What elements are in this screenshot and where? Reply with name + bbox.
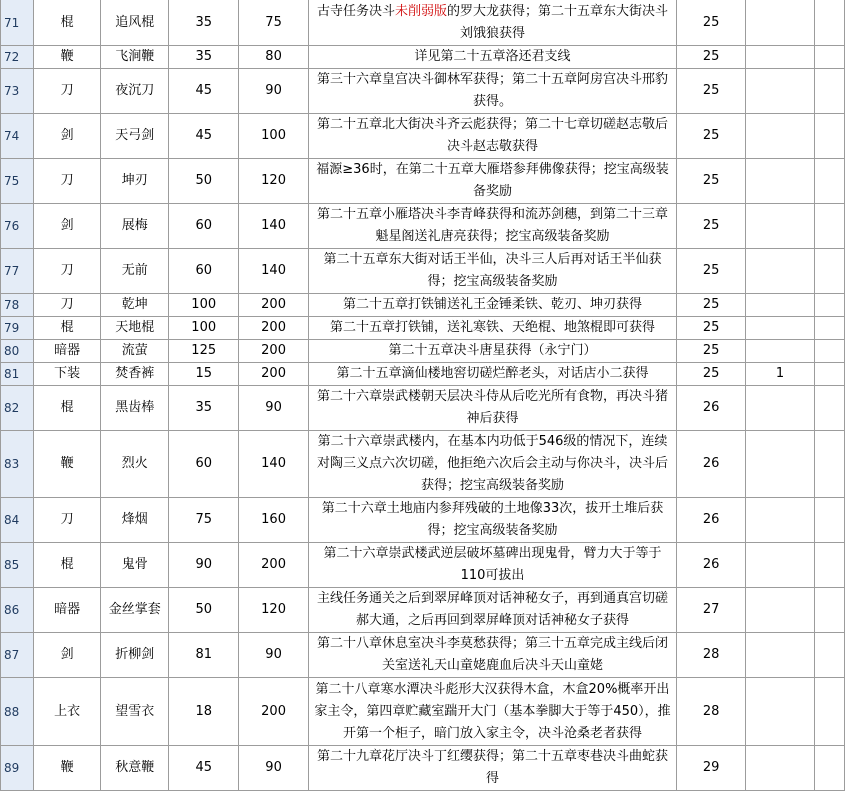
cell-empty[interactable] [814,386,844,431]
cell-level[interactable]: 25 [676,249,745,294]
description-text: 古寺任务决斗 [316,3,395,19]
table-row[interactable] [1,204,845,249]
table-row[interactable] [1,386,845,431]
cell-empty[interactable] [814,159,844,204]
row-header[interactable]: 71 [1,0,34,46]
cell-extra[interactable] [746,678,815,746]
table-row[interactable] [1,114,845,159]
cell-level[interactable]: 26 [676,543,745,588]
cell-empty[interactable] [814,340,844,363]
table-row[interactable] [1,431,845,498]
cell-extra[interactable] [746,159,815,204]
cell-level[interactable]: 25 [676,294,745,317]
cell-description[interactable] [309,431,677,498]
cell-extra[interactable] [746,294,815,317]
cell-description[interactable] [309,69,677,114]
cell-description[interactable] [309,678,677,746]
table-row[interactable] [1,588,845,633]
cell-value-a[interactable]: 18 [169,678,239,746]
description-text: 第二十八章寒水潭决斗彪形大汉获得木盒，木盒20%概率开出家主令，第四章贮藏室踹开大门（基本拳脚大于等于450），推开第一个柜子，暗门放入家主令，决斗沧桑老者获得 [314,681,671,741]
cell-type[interactable]: 刀 [34,294,101,317]
cell-extra[interactable] [746,249,815,294]
cell-value-b[interactable]: 100 [239,114,309,159]
description-text: 第三十六章皇宫决斗御林军获得；第二十五章阿房宫决斗邢豹获得。 [316,72,668,109]
row-header[interactable]: 85 [1,543,34,588]
cell-level[interactable]: 25 [676,46,745,69]
description-text: 详见第二十五章洛还君支线 [414,49,571,64]
cell-empty[interactable] [814,588,844,633]
cell-value-a[interactable]: 100 [169,317,239,340]
cell-type[interactable]: 鞭 [34,46,101,69]
description-text: 第二十五章小雁塔决斗李青峰获得和流苏剑穗，到第二十三章魁星阁送礼唐亮获得；挖宝高级装备奖励 [316,207,668,244]
cell-description[interactable] [309,159,677,204]
cell-value-b[interactable]: 160 [239,498,309,543]
description-text: 第二十五章决斗唐星获得（永宁门） [388,343,597,358]
cell-name[interactable]: 烽烟 [101,498,169,543]
cell-description[interactable] [309,386,677,431]
description-text: 第二十五章东大街对话王半仙，决斗三人后再对话王半仙获得；挖宝高级装备奖励 [323,252,662,289]
row-header[interactable]: 72 [1,46,34,69]
cell-type[interactable]: 暗器 [34,340,101,363]
cell-value-a[interactable]: 125 [169,340,239,363]
cell-value-a[interactable]: 45 [169,114,239,159]
cell-empty[interactable] [814,204,844,249]
cell-description[interactable] [309,340,677,363]
cell-extra[interactable] [746,633,815,678]
cell-empty[interactable] [814,46,844,69]
cell-extra[interactable] [746,543,815,588]
cell-level[interactable]: 26 [676,386,745,431]
description-highlight: 未削弱版 [394,3,447,19]
cell-type[interactable]: 暗器 [34,588,101,633]
cell-value-b[interactable]: 200 [239,678,309,746]
row-header[interactable]: 83 [1,431,34,498]
table-row[interactable] [1,340,845,363]
cell-name[interactable]: 焚香裤 [101,363,169,386]
cell-value-b[interactable]: 140 [239,431,309,498]
cell-level[interactable]: 28 [676,678,745,746]
cell-name[interactable]: 金丝掌套 [101,588,169,633]
cell-type[interactable]: 刀 [34,69,101,114]
cell-empty[interactable] [814,633,844,678]
cell-name[interactable]: 望雪衣 [101,678,169,746]
cell-empty[interactable] [814,69,844,114]
cell-type[interactable]: 刀 [34,159,101,204]
cell-description[interactable] [309,114,677,159]
cell-type[interactable]: 刀 [34,249,101,294]
cell-name[interactable]: 坤刃 [101,159,169,204]
table-row[interactable] [1,363,845,386]
description-text-tail: 的罗大龙获得；第二十五章东大街决斗刘饿狼获得 [447,3,669,41]
cell-name[interactable]: 黑齿棒 [101,386,169,431]
cell-type[interactable]: 剑 [34,633,101,678]
cell-level[interactable]: 29 [676,746,745,791]
cell-value-b[interactable]: 90 [239,69,309,114]
cell-value-a[interactable]: 100 [169,294,239,317]
cell-extra[interactable] [746,431,815,498]
cell-extra[interactable] [746,746,815,791]
table-row[interactable] [1,159,845,204]
table-row[interactable] [1,678,845,746]
cell-value-a[interactable]: 50 [169,588,239,633]
table-row[interactable] [1,46,845,69]
cell-description[interactable] [309,249,677,294]
cell-value-a[interactable]: 35 [169,0,239,46]
row-header[interactable]: 75 [1,159,34,204]
table-row[interactable] [1,0,845,46]
cell-level[interactable]: 27 [676,588,745,633]
cell-type[interactable]: 棍 [34,317,101,340]
table-row[interactable] [1,69,845,114]
cell-level[interactable]: 25 [676,340,745,363]
description-text: 第二十六章土地庙内参拜残破的土地像33次，拔开土堆后获得；挖宝高级装备奖励 [321,501,664,538]
cell-value-b[interactable]: 200 [239,363,309,386]
cell-level[interactable]: 25 [676,159,745,204]
cell-description[interactable] [309,588,677,633]
cell-value-b[interactable]: 120 [239,159,309,204]
cell-type[interactable]: 鞭 [34,746,101,791]
cell-extra[interactable] [746,340,815,363]
cell-description[interactable] [309,746,677,791]
row-header[interactable]: 80 [1,340,34,363]
cell-extra[interactable] [746,46,815,69]
row-header[interactable]: 78 [1,294,34,317]
cell-value-b[interactable]: 90 [239,633,309,678]
cell-value-a[interactable]: 45 [169,746,239,791]
cell-description[interactable] [309,294,677,317]
description-text: 第二十六章崇武楼武逆层破坏墓碑出现鬼骨，臂力大于等于110可拔出 [323,546,662,583]
cell-empty[interactable] [814,498,844,543]
cell-value-a[interactable]: 50 [169,159,239,204]
row-header[interactable]: 86 [1,588,34,633]
cell-value-a[interactable]: 35 [169,46,239,69]
cell-value-a[interactable]: 35 [169,386,239,431]
row-header[interactable]: 89 [1,746,34,791]
cell-empty[interactable] [814,249,844,294]
row-header[interactable]: 79 [1,317,34,340]
cell-type[interactable]: 棍 [34,543,101,588]
row-header[interactable]: 74 [1,114,34,159]
table-row[interactable] [1,543,845,588]
cell-empty[interactable] [814,294,844,317]
description-text: 第二十五章滴仙楼地窖切磋烂醉老头，对话店小二获得 [336,366,649,381]
cell-type[interactable]: 棍 [34,0,101,46]
cell-value-b[interactable]: 200 [239,543,309,588]
cell-empty[interactable] [814,317,844,340]
cell-type[interactable]: 剑 [34,204,101,249]
cell-extra[interactable] [746,386,815,431]
cell-description[interactable] [309,317,677,340]
cell-value-b[interactable]: 140 [239,204,309,249]
cell-value-b[interactable]: 90 [239,746,309,791]
cell-name[interactable]: 秋意鞭 [101,746,169,791]
description-text: 第二十五章打铁铺，送礼寒铁、天绝棍、地煞棍即可获得 [329,320,655,335]
cell-type[interactable]: 棍 [34,386,101,431]
cell-level[interactable]: 25 [676,204,745,249]
cell-type[interactable]: 刀 [34,498,101,543]
cell-extra[interactable] [746,114,815,159]
row-header[interactable]: 81 [1,363,34,386]
cell-level[interactable]: 26 [676,431,745,498]
cell-empty[interactable] [814,431,844,498]
cell-extra[interactable] [746,204,815,249]
cell-level[interactable]: 25 [676,317,745,340]
cell-type[interactable]: 上衣 [34,678,101,746]
cell-empty[interactable] [814,746,844,791]
cell-description[interactable] [309,204,677,249]
cell-name[interactable]: 无前 [101,249,169,294]
description-text: 第二十九章花厅决斗丁红缨获得；第二十五章枣巷决斗曲蛇获得 [316,749,668,786]
cell-level[interactable]: 25 [676,69,745,114]
cell-name[interactable]: 追风棍 [101,0,169,46]
row-header[interactable]: 88 [1,678,34,746]
cell-empty[interactable] [814,0,844,46]
cell-extra[interactable]: 1 [746,363,815,386]
cell-level[interactable]: 25 [676,363,745,386]
cell-empty[interactable] [814,543,844,588]
row-header[interactable]: 84 [1,498,34,543]
cell-extra[interactable] [746,69,815,114]
cell-name[interactable]: 飞涧鞭 [101,46,169,69]
cell-level[interactable]: 25 [676,0,745,46]
table-row[interactable] [1,249,845,294]
cell-value-b[interactable]: 200 [239,317,309,340]
cell-extra[interactable] [746,317,815,340]
cell-value-a[interactable]: 60 [169,249,239,294]
cell-value-a[interactable]: 75 [169,498,239,543]
cell-value-b[interactable]: 200 [239,340,309,363]
cell-description[interactable] [309,363,677,386]
cell-name[interactable]: 天弓剑 [101,114,169,159]
cell-value-a[interactable]: 15 [169,363,239,386]
cell-description[interactable] [309,46,677,69]
row-header[interactable]: 87 [1,633,34,678]
cell-value-a[interactable]: 60 [169,431,239,498]
table-row[interactable] [1,317,845,340]
row-header[interactable]: 82 [1,386,34,431]
cell-value-a[interactable]: 81 [169,633,239,678]
row-header[interactable]: 73 [1,69,34,114]
cell-level[interactable]: 25 [676,114,745,159]
row-header[interactable]: 77 [1,249,34,294]
description-text: 主线任务通关之后到翠屏峰顶对话神秘女子，再到通真宫切磋郝大通，之后再回到翠屏峰顶对话神秘女子获得 [316,591,668,628]
cell-description[interactable] [309,543,677,588]
cell-description[interactable] [309,0,677,46]
cell-value-a[interactable]: 90 [169,543,239,588]
cell-value-a[interactable]: 45 [169,69,239,114]
table-row[interactable] [1,633,845,678]
table-row[interactable] [1,498,845,543]
cell-level[interactable]: 28 [676,633,745,678]
cell-extra[interactable] [746,588,815,633]
description-text: 福源≥36时，在第二十五章大雁塔参拜佛像获得；挖宝高级装备奖励 [316,162,669,199]
cell-empty[interactable] [814,678,844,746]
cell-name[interactable]: 展梅 [101,204,169,249]
cell-value-b[interactable]: 140 [239,249,309,294]
cell-value-a[interactable]: 60 [169,204,239,249]
description-text: 第二十五章打铁铺送礼王金锤柔铁、乾刃、坤刃获得 [342,297,642,312]
cell-name[interactable]: 流萤 [101,340,169,363]
cell-name[interactable]: 鬼骨 [101,543,169,588]
cell-level[interactable]: 26 [676,498,745,543]
cell-value-b[interactable]: 75 [239,0,309,46]
cell-name[interactable]: 乾坤 [101,294,169,317]
cell-type[interactable]: 下装 [34,363,101,386]
cell-empty[interactable] [814,363,844,386]
cell-extra[interactable] [746,0,815,46]
cell-extra[interactable] [746,498,815,543]
cell-value-b[interactable]: 200 [239,294,309,317]
cell-name[interactable]: 折柳剑 [101,633,169,678]
description-text: 第二十六章崇武楼内，在基本内功低于546级的情况下，连续对陶三义点六次切磋，他拒绝六次后会主动与你决斗，决斗后获得；挖宝高级装备奖励 [316,434,668,493]
cell-value-b[interactable]: 120 [239,588,309,633]
cell-description[interactable] [309,633,677,678]
cell-empty[interactable] [814,114,844,159]
description-text: 第二十八章休息室决斗李莫愁获得；第三十五章完成主线后闭关室送礼天山童姥鹿血后决斗天山童姥 [316,636,668,673]
cell-name[interactable]: 天地棍 [101,317,169,340]
description-text: 第二十五章北大街决斗齐云彪获得；第二十七章切磋赵志敬后决斗赵志敬获得 [316,117,668,154]
cell-value-b[interactable]: 90 [239,386,309,431]
cell-type[interactable]: 剑 [34,114,101,159]
table-row[interactable] [1,294,845,317]
cell-description[interactable] [309,498,677,543]
description-text: 第二十六章崇武楼朝天层决斗侍从后吃光所有食物，再决斗猪神后获得 [316,389,668,426]
cell-name[interactable]: 烈火 [101,431,169,498]
cell-type[interactable]: 鞭 [34,431,101,498]
cell-value-b[interactable]: 80 [239,46,309,69]
cell-name[interactable]: 夜沉刀 [101,69,169,114]
table-row[interactable] [1,746,845,791]
row-header[interactable]: 76 [1,204,34,249]
table-body [1,0,845,791]
